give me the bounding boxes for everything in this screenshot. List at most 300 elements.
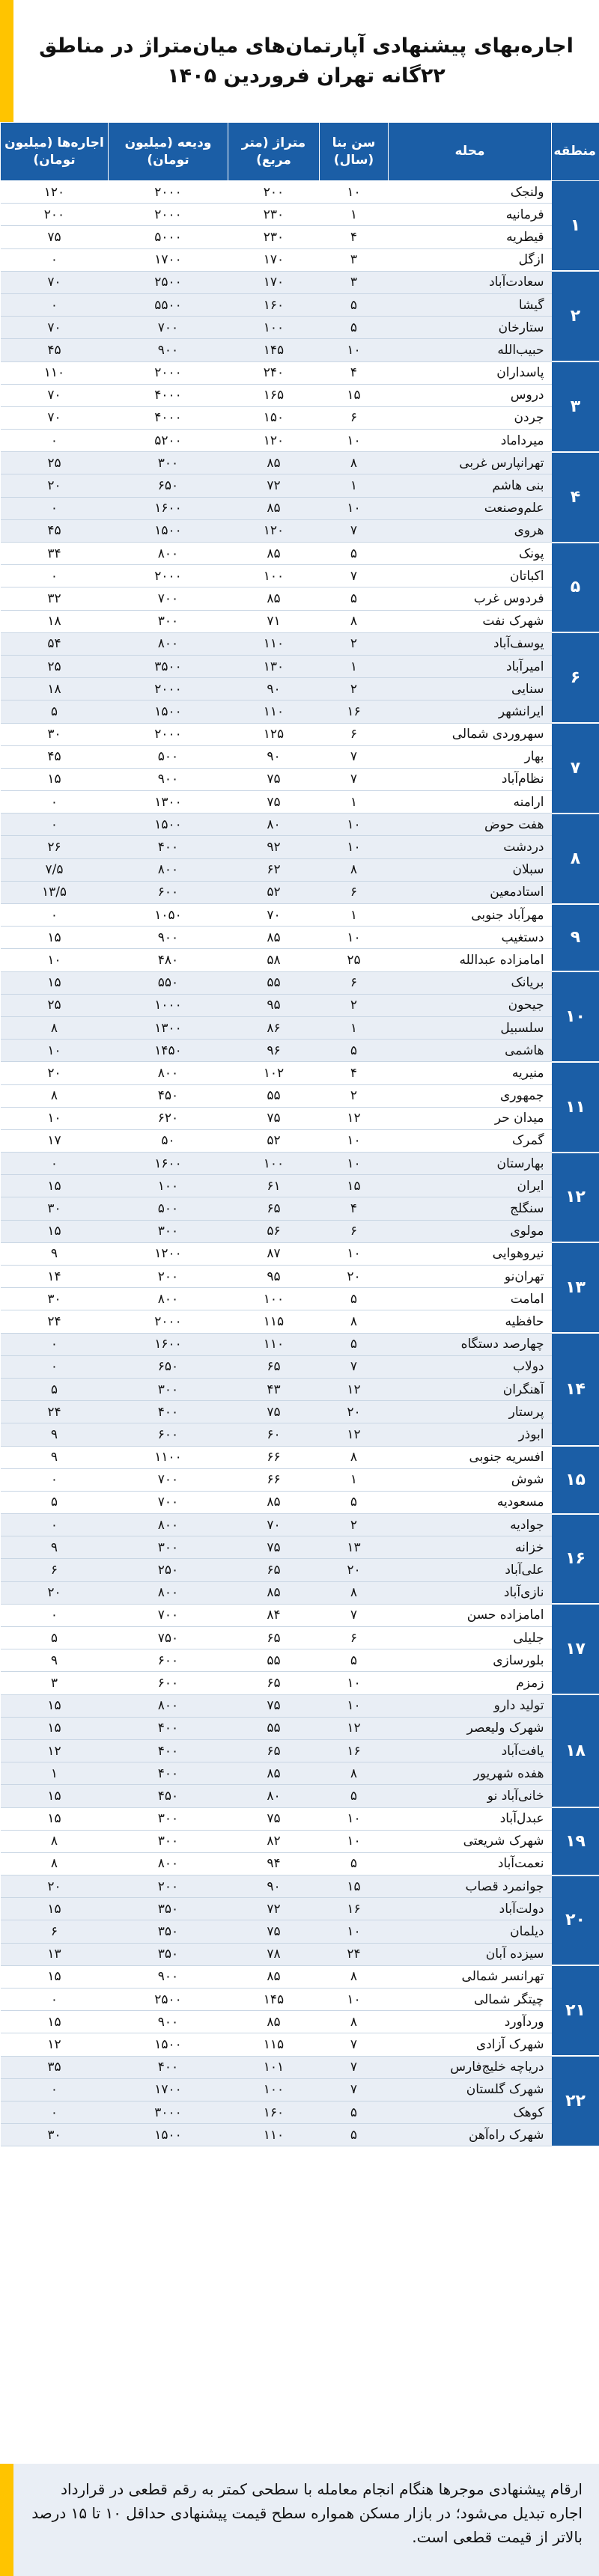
deposit-cell: ۱۵۰۰ xyxy=(109,519,228,542)
rent-cell: ۲۴ xyxy=(1,1401,109,1423)
rent-cell: ۷۰ xyxy=(1,317,109,339)
rent-cell: ۵ xyxy=(1,1491,109,1513)
table-row xyxy=(1,1830,599,1852)
rent-cell: ۷۰ xyxy=(1,384,109,406)
deposit-cell: ۱۶۰۰ xyxy=(109,1153,228,1175)
table-row xyxy=(1,1446,599,1468)
region-cell: ۱ xyxy=(552,181,599,272)
age-cell: ۷ xyxy=(320,745,389,768)
area-cell: ۶۲ xyxy=(228,858,320,881)
age-cell: ۱ xyxy=(320,904,389,927)
area-cell: ۸۵ xyxy=(228,452,320,474)
table-row xyxy=(1,949,599,971)
table-row xyxy=(1,361,599,384)
table-row xyxy=(1,1040,599,1062)
name-cell: دیلمان xyxy=(389,1920,552,1943)
area-cell: ۸۵ xyxy=(228,927,320,949)
area-cell: ۷۲ xyxy=(228,1898,320,1920)
area-cell: ۱۱۰ xyxy=(228,632,320,655)
age-cell: ۳ xyxy=(320,248,389,271)
name-cell: گیشا xyxy=(389,293,552,316)
area-cell: ۱۱۰ xyxy=(228,2124,320,2146)
rent-cell: ۲۵ xyxy=(1,994,109,1016)
table-row xyxy=(1,430,599,452)
region-cell: ۱۲ xyxy=(552,1153,599,1243)
age-cell: ۲ xyxy=(320,678,389,701)
deposit-cell: ۲۰۰۰ xyxy=(109,723,228,745)
deposit-cell: ۴۰۰ xyxy=(109,2056,228,2078)
deposit-cell: ۳۰۰ xyxy=(109,452,228,474)
area-cell: ۸۵ xyxy=(228,1581,320,1604)
age-cell: ۸ xyxy=(320,2011,389,2033)
table-row xyxy=(1,1514,599,1536)
area-cell: ۷۵ xyxy=(228,791,320,814)
deposit-cell: ۳۰۰ xyxy=(109,610,228,632)
rent-cell: ۱۵ xyxy=(1,1898,109,1920)
area-cell: ۱۰۱ xyxy=(228,2056,320,2078)
area-cell: ۱۰۰ xyxy=(228,1288,320,1310)
rent-cell: ۰ xyxy=(1,1604,109,1626)
deposit-cell: ۶۰۰ xyxy=(109,1672,228,1694)
name-cell: شهرک ولیعصر xyxy=(389,1717,552,1739)
deposit-cell: ۸۰۰ xyxy=(109,1694,228,1717)
age-cell: ۴ xyxy=(320,361,389,384)
rent-cell: ۱۵ xyxy=(1,1694,109,1717)
name-cell: استادمعین xyxy=(389,881,552,903)
area-cell: ۸۵ xyxy=(228,1762,320,1785)
rent-cell: ۳۰ xyxy=(1,723,109,745)
region-cell: ۳ xyxy=(552,361,599,452)
header-age: سن بنا (سال) xyxy=(320,123,389,181)
table-row xyxy=(1,2124,599,2146)
area-cell: ۶۶ xyxy=(228,1446,320,1468)
deposit-cell: ۵۲۰۰ xyxy=(109,430,228,452)
age-cell: ۷ xyxy=(320,1604,389,1626)
name-cell: مولوی xyxy=(389,1220,552,1242)
deposit-cell: ۳۵۰ xyxy=(109,1943,228,1965)
rent-cell: ۲۰ xyxy=(1,1062,109,1084)
deposit-cell: ۲۰۰۰ xyxy=(109,1310,228,1333)
age-cell: ۵ xyxy=(320,293,389,316)
rent-cell: ۸ xyxy=(1,1852,109,1875)
area-cell: ۲۳۰ xyxy=(228,226,320,248)
deposit-cell: ۱۱۰۰ xyxy=(109,1446,228,1468)
age-cell: ۴ xyxy=(320,226,389,248)
name-cell: هروی xyxy=(389,519,552,542)
area-cell: ۲۴۰ xyxy=(228,361,320,384)
rent-cell: ۰ xyxy=(1,904,109,927)
rent-cell: ۲۵ xyxy=(1,452,109,474)
name-cell: کوهک xyxy=(389,2101,552,2123)
age-cell: ۲۰ xyxy=(320,1266,389,1288)
deposit-cell: ۱۴۵۰ xyxy=(109,1040,228,1062)
table-row xyxy=(1,723,599,745)
rent-cell: ۱۵ xyxy=(1,1785,109,1807)
deposit-cell: ۸۰۰ xyxy=(109,1581,228,1604)
table-row xyxy=(1,858,599,881)
name-cell: نیروهوایی xyxy=(389,1242,552,1265)
deposit-cell: ۳۰۰۰ xyxy=(109,2101,228,2123)
table-row xyxy=(1,927,599,949)
area-cell: ۸۲ xyxy=(228,1830,320,1852)
age-cell: ۱۰ xyxy=(320,1153,389,1175)
name-cell: سلسبیل xyxy=(389,1016,552,1039)
deposit-cell: ۵۵۰۰ xyxy=(109,293,228,316)
deposit-cell: ۱۲۰۰ xyxy=(109,1242,228,1265)
area-cell: ۸۴ xyxy=(228,1604,320,1626)
rent-cell: ۷۵ xyxy=(1,226,109,248)
age-cell: ۱۵ xyxy=(320,1875,389,1898)
table-row xyxy=(1,317,599,339)
rent-cell: ۰ xyxy=(1,1514,109,1536)
age-cell: ۱۰ xyxy=(320,181,389,204)
age-cell: ۱۰ xyxy=(320,927,389,949)
name-cell: بنی هاشم xyxy=(389,474,552,497)
deposit-cell: ۶۵۰ xyxy=(109,474,228,497)
age-cell: ۵ xyxy=(320,317,389,339)
deposit-cell: ۲۰۰۰ xyxy=(109,181,228,204)
age-cell: ۶ xyxy=(320,1220,389,1242)
name-cell: پاسداران xyxy=(389,361,552,384)
name-cell: اکباتان xyxy=(389,565,552,587)
rent-cell: ۲۰۰ xyxy=(1,204,109,226)
deposit-cell: ۱۰۰۰ xyxy=(109,994,228,1016)
name-cell: وردآورد xyxy=(389,2011,552,2033)
age-cell: ۱۵ xyxy=(320,384,389,406)
table-row xyxy=(1,1694,599,1717)
name-cell: تهرانسر شمالی xyxy=(389,1965,552,1988)
deposit-cell: ۹۰۰ xyxy=(109,2011,228,2033)
name-cell: سنایی xyxy=(389,678,552,701)
region-cell: ۲ xyxy=(552,271,599,361)
rent-cell: ۱۸ xyxy=(1,678,109,701)
name-cell: افسریه جنوبی xyxy=(389,1446,552,1468)
name-cell: سنگلج xyxy=(389,1197,552,1220)
name-cell: بلورسازی xyxy=(389,1649,552,1672)
header-deposit: ودیعه (میلیون تومان) xyxy=(109,123,228,181)
deposit-cell: ۵۰۰ xyxy=(109,745,228,768)
age-cell: ۴ xyxy=(320,1062,389,1084)
rent-cell: ۱۰ xyxy=(1,1040,109,1062)
table-row xyxy=(1,1581,599,1604)
table-row xyxy=(1,678,599,701)
rent-cell: ۵ xyxy=(1,1627,109,1649)
deposit-cell: ۱۵۰۰ xyxy=(109,2033,228,2056)
age-cell: ۵ xyxy=(320,1288,389,1310)
table-row xyxy=(1,293,599,316)
table-row xyxy=(1,1604,599,1626)
name-cell: امیرآباد xyxy=(389,655,552,677)
rent-cell: ۱۵ xyxy=(1,768,109,790)
name-cell: امامزاده عبدالله xyxy=(389,949,552,971)
name-cell: ایرانشهر xyxy=(389,701,552,723)
area-cell: ۶۰ xyxy=(228,1423,320,1446)
deposit-cell: ۷۰۰ xyxy=(109,1604,228,1626)
table-row xyxy=(1,1062,599,1084)
name-cell: نظام‌آباد xyxy=(389,768,552,790)
rent-cell: ۸ xyxy=(1,1084,109,1107)
age-cell: ۱۲ xyxy=(320,1423,389,1446)
table-row xyxy=(1,745,599,768)
rent-cell: ۳۰ xyxy=(1,1288,109,1310)
deposit-cell: ۳۰۰ xyxy=(109,1220,228,1242)
area-cell: ۱۱۰ xyxy=(228,701,320,723)
age-cell: ۲۵ xyxy=(320,949,389,971)
rent-cell: ۰ xyxy=(1,565,109,587)
region-cell: ۱۰ xyxy=(552,971,599,1062)
area-cell: ۸۰ xyxy=(228,814,320,836)
name-cell: دولاب xyxy=(389,1355,552,1378)
table-row xyxy=(1,632,599,655)
name-cell: نازی‌آباد xyxy=(389,1581,552,1604)
deposit-cell: ۶۵۰ xyxy=(109,1355,228,1378)
age-cell: ۴ xyxy=(320,1197,389,1220)
name-cell: خزانه xyxy=(389,1536,552,1559)
rent-cell: ۱۲۰ xyxy=(1,181,109,204)
region-cell: ۱۳ xyxy=(552,1242,599,1333)
area-cell: ۸۶ xyxy=(228,1016,320,1039)
area-cell: ۹۴ xyxy=(228,1852,320,1875)
region-cell: ۱۹ xyxy=(552,1807,599,1875)
age-cell: ۵ xyxy=(320,1040,389,1062)
table-row xyxy=(1,610,599,632)
deposit-cell: ۱۰۰ xyxy=(109,1175,228,1197)
header-name: محله xyxy=(389,123,552,181)
name-cell: ولنجک xyxy=(389,181,552,204)
name-cell: ازگل xyxy=(389,248,552,271)
table-row xyxy=(1,1649,599,1672)
name-cell: تهران‌نو xyxy=(389,1266,552,1288)
deposit-cell: ۸۰۰ xyxy=(109,1514,228,1536)
header-region: منطقه xyxy=(552,123,599,181)
age-cell: ۱۰ xyxy=(320,1242,389,1265)
rent-cell: ۱۵ xyxy=(1,1220,109,1242)
area-cell: ۵۲ xyxy=(228,881,320,903)
area-cell: ۱۱۵ xyxy=(228,2033,320,2056)
rent-cell: ۳۴ xyxy=(1,543,109,565)
age-cell: ۱۰ xyxy=(320,1989,389,2011)
rent-cell: ۰ xyxy=(1,248,109,271)
area-cell: ۹۵ xyxy=(228,1266,320,1288)
age-cell: ۲ xyxy=(320,1514,389,1536)
area-cell: ۷۵ xyxy=(228,1807,320,1830)
rent-cell: ۰ xyxy=(1,497,109,519)
rent-cell: ۹ xyxy=(1,1649,109,1672)
table-row xyxy=(1,1536,599,1559)
age-cell: ۷ xyxy=(320,2033,389,2056)
table-row xyxy=(1,474,599,497)
area-cell: ۶۵ xyxy=(228,1672,320,1694)
table-row xyxy=(1,2033,599,2056)
name-cell: شهرک آزادی xyxy=(389,2033,552,2056)
table-row xyxy=(1,2056,599,2078)
name-cell: تهرانپارس غربی xyxy=(389,452,552,474)
area-cell: ۷۵ xyxy=(228,1401,320,1423)
rent-cell: ۹ xyxy=(1,1423,109,1446)
deposit-cell: ۸۰۰ xyxy=(109,543,228,565)
area-cell: ۱۲۵ xyxy=(228,723,320,745)
name-cell: منیریه xyxy=(389,1062,552,1084)
deposit-cell: ۱۳۰۰ xyxy=(109,1016,228,1039)
name-cell: نعمت‌آباد xyxy=(389,1852,552,1875)
rent-cell: ۸ xyxy=(1,1016,109,1039)
deposit-cell: ۳۰۰ xyxy=(109,1378,228,1400)
name-cell: ارامنه xyxy=(389,791,552,814)
deposit-cell: ۴۵۰ xyxy=(109,1084,228,1107)
area-cell: ۸۵ xyxy=(228,1965,320,1988)
rent-cell: ۱۰ xyxy=(1,1107,109,1129)
age-cell: ۱۰ xyxy=(320,430,389,452)
table-row xyxy=(1,2078,599,2101)
deposit-cell: ۷۰۰ xyxy=(109,587,228,610)
age-cell: ۱ xyxy=(320,204,389,226)
age-cell: ۵ xyxy=(320,1491,389,1513)
age-cell: ۱ xyxy=(320,1016,389,1039)
deposit-cell: ۳۵۰۰ xyxy=(109,655,228,677)
rent-cell: ۲۰ xyxy=(1,1581,109,1604)
rent-cell: ۵ xyxy=(1,701,109,723)
name-cell: جیحون xyxy=(389,994,552,1016)
rent-cell: ۱۲ xyxy=(1,2033,109,2056)
deposit-cell: ۴۸۰ xyxy=(109,949,228,971)
age-cell: ۸ xyxy=(320,610,389,632)
area-cell: ۷۱ xyxy=(228,610,320,632)
area-cell: ۷۸ xyxy=(228,1943,320,1965)
age-cell: ۶ xyxy=(320,406,389,429)
age-cell: ۱۰ xyxy=(320,1807,389,1830)
deposit-cell: ۲۰۰۰ xyxy=(109,204,228,226)
table-row xyxy=(1,1491,599,1513)
rent-cell: ۱۵ xyxy=(1,1717,109,1739)
table-row xyxy=(1,1852,599,1875)
age-cell: ۱ xyxy=(320,1468,389,1491)
table-row xyxy=(1,904,599,927)
table-row xyxy=(1,1468,599,1491)
deposit-cell: ۴۰۰ xyxy=(109,1401,228,1423)
name-cell: خانی‌آباد نو xyxy=(389,1785,552,1807)
area-cell: ۹۰ xyxy=(228,678,320,701)
page-title: اجاره‌بهای پیشنهادی آپارتمان‌های میان‌متراژ در مناطق ۲۲گانه تهران فروردین ۱۴۰۵ xyxy=(0,0,599,122)
table-row xyxy=(1,768,599,790)
age-cell: ۵ xyxy=(320,2124,389,2146)
age-cell: ۱۰ xyxy=(320,497,389,519)
age-cell: ۵ xyxy=(320,543,389,565)
deposit-cell: ۷۰۰ xyxy=(109,1468,228,1491)
name-cell: حافظیه xyxy=(389,1310,552,1333)
age-cell: ۶ xyxy=(320,971,389,994)
rent-cell: ۰ xyxy=(1,2101,109,2123)
area-cell: ۸۵ xyxy=(228,1491,320,1513)
table-row xyxy=(1,1965,599,1988)
area-cell: ۱۰۲ xyxy=(228,1062,320,1084)
area-cell: ۷۵ xyxy=(228,1694,320,1717)
age-cell: ۵ xyxy=(320,1785,389,1807)
area-cell: ۵۸ xyxy=(228,949,320,971)
deposit-cell: ۳۵۰ xyxy=(109,1898,228,1920)
deposit-cell: ۳۰۰ xyxy=(109,1807,228,1830)
name-cell: شهرک گلستان xyxy=(389,2078,552,2101)
region-cell: ۲۱ xyxy=(552,1965,599,2056)
name-cell: مهرآباد جنوبی xyxy=(389,904,552,927)
table-row xyxy=(1,655,599,677)
table-row xyxy=(1,1920,599,1943)
age-cell: ۱۲ xyxy=(320,1378,389,1400)
age-cell: ۲۰ xyxy=(320,1559,389,1581)
age-cell: ۵ xyxy=(320,1649,389,1672)
age-cell: ۶ xyxy=(320,881,389,903)
area-cell: ۸۵ xyxy=(228,2011,320,2033)
age-cell: ۷ xyxy=(320,2078,389,2101)
deposit-cell: ۸۰۰ xyxy=(109,1852,228,1875)
area-cell: ۱۷۰ xyxy=(228,271,320,293)
deposit-cell: ۱۶۰۰ xyxy=(109,1333,228,1355)
table-row xyxy=(1,881,599,903)
name-cell: جوانمرد قصاب xyxy=(389,1875,552,1898)
table-row xyxy=(1,1107,599,1129)
rent-cell: ۱۷ xyxy=(1,1129,109,1152)
deposit-cell: ۴۰۰ xyxy=(109,1739,228,1762)
age-cell: ۲۴ xyxy=(320,1943,389,1965)
name-cell: بهارستان xyxy=(389,1153,552,1175)
region-cell: ۹ xyxy=(552,904,599,972)
deposit-cell: ۱۷۰۰ xyxy=(109,248,228,271)
region-cell: ۸ xyxy=(552,814,599,904)
rent-cell: ۹ xyxy=(1,1446,109,1468)
rent-cell: ۱۳/۵ xyxy=(1,881,109,903)
table-row xyxy=(1,1220,599,1242)
deposit-cell: ۴۵۰ xyxy=(109,1785,228,1807)
rent-cell: ۰ xyxy=(1,430,109,452)
rent-cell: ۱۱۰ xyxy=(1,361,109,384)
name-cell: هفده شهریور xyxy=(389,1762,552,1785)
table-row xyxy=(1,836,599,858)
age-cell: ۳ xyxy=(320,271,389,293)
name-cell: سبلان xyxy=(389,858,552,881)
table-row xyxy=(1,2011,599,2033)
rent-cell: ۴۵ xyxy=(1,519,109,542)
name-cell: قیطریه xyxy=(389,226,552,248)
rent-cell: ۱۳ xyxy=(1,1943,109,1965)
deposit-cell: ۵۰ xyxy=(109,1129,228,1152)
table-row xyxy=(1,1898,599,1920)
rent-cell: ۲۰ xyxy=(1,1875,109,1898)
area-cell: ۱۱۵ xyxy=(228,1310,320,1333)
name-cell: سیزده آبان xyxy=(389,1943,552,1965)
deposit-cell: ۲۵۰۰ xyxy=(109,1989,228,2011)
age-cell: ۱۵ xyxy=(320,1175,389,1197)
name-cell: زمزم xyxy=(389,1672,552,1694)
age-cell: ۸ xyxy=(320,1446,389,1468)
rent-cell: ۴۵ xyxy=(1,339,109,361)
name-cell: شهرک شریعتی xyxy=(389,1830,552,1852)
table-row xyxy=(1,1129,599,1152)
deposit-cell: ۱۵۰۰ xyxy=(109,2124,228,2146)
area-cell: ۱۵۰ xyxy=(228,406,320,429)
name-cell: آهنگران xyxy=(389,1378,552,1400)
deposit-cell: ۲۵۰ xyxy=(109,1559,228,1581)
area-cell: ۶۵ xyxy=(228,1627,320,1649)
region-cell: ۱۷ xyxy=(552,1604,599,1694)
age-cell: ۱ xyxy=(320,474,389,497)
age-cell: ۲ xyxy=(320,632,389,655)
table-row xyxy=(1,204,599,226)
rent-cell: ۰ xyxy=(1,1333,109,1355)
area-cell: ۱۲۰ xyxy=(228,430,320,452)
table-row xyxy=(1,1084,599,1107)
rent-cell: ۵ xyxy=(1,1378,109,1400)
rent-cell: ۱۲ xyxy=(1,1739,109,1762)
age-cell: ۶ xyxy=(320,723,389,745)
